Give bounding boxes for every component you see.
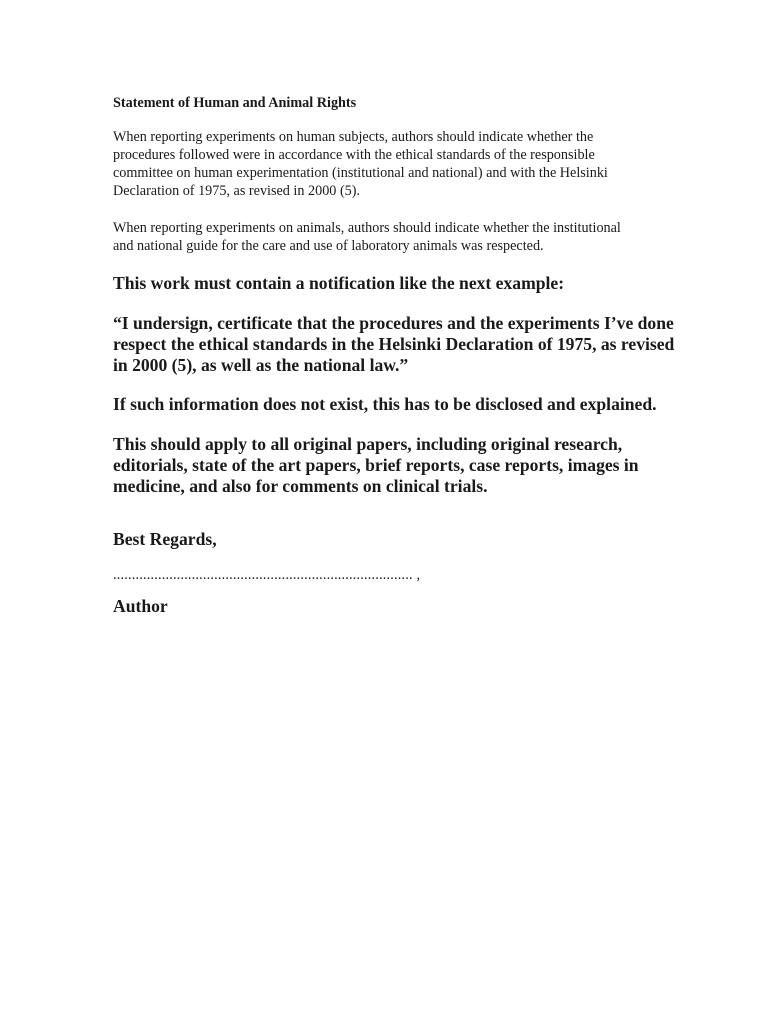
human-subjects-paragraph xyxy=(113,128,608,200)
closing-salutation: Best Regards, xyxy=(113,529,217,549)
paragraph-line: When reporting experiments on animals, authors should indicate whether the institutional xyxy=(113,220,621,236)
example-quote xyxy=(113,313,674,376)
quote-line: “I undersign, certificate that the procedures and the experiments I’ve done xyxy=(113,313,674,333)
quote-line: respect the ethical standards in the Helsinki Declaration of 1975, as revised xyxy=(113,334,675,354)
paragraph-line: editorials, state of the art papers, brief reports, case reports, images in xyxy=(113,455,639,475)
document-title: Statement of Human and Animal Rights xyxy=(113,95,357,111)
signer-label: Author xyxy=(113,596,168,616)
notification-heading: This work must contain a notification like the next example: xyxy=(113,273,565,293)
paragraph-line: medicine, and also for comments on clinical trials. xyxy=(113,476,488,496)
paragraph-line: and national guide for the care and use of laboratory animals was respected. xyxy=(113,238,544,254)
animal-subjects-paragraph xyxy=(113,219,621,255)
paragraph-line: When reporting experiments on human subjects, authors should indicate whether the xyxy=(113,129,594,145)
signature-line: ................................................................................ , xyxy=(113,567,421,583)
paragraph-line: This should apply to all original papers, including original research, xyxy=(113,434,623,454)
paragraph-line: procedures followed were in accordance with the ethical standards of the responsible xyxy=(113,147,595,163)
paragraph-line: committee on human experimentation (institutional and national) and with the Helsinki xyxy=(113,165,608,181)
disclosure-note: If such information does not exist, this has to be disclosed and explained. xyxy=(113,394,657,414)
quote-line: in 2000 (5), as well as the national law.” xyxy=(113,355,409,375)
paragraph-line: Declaration of 1975, as revised in 2000 (5). xyxy=(113,183,361,199)
applicability-paragraph xyxy=(113,434,639,497)
